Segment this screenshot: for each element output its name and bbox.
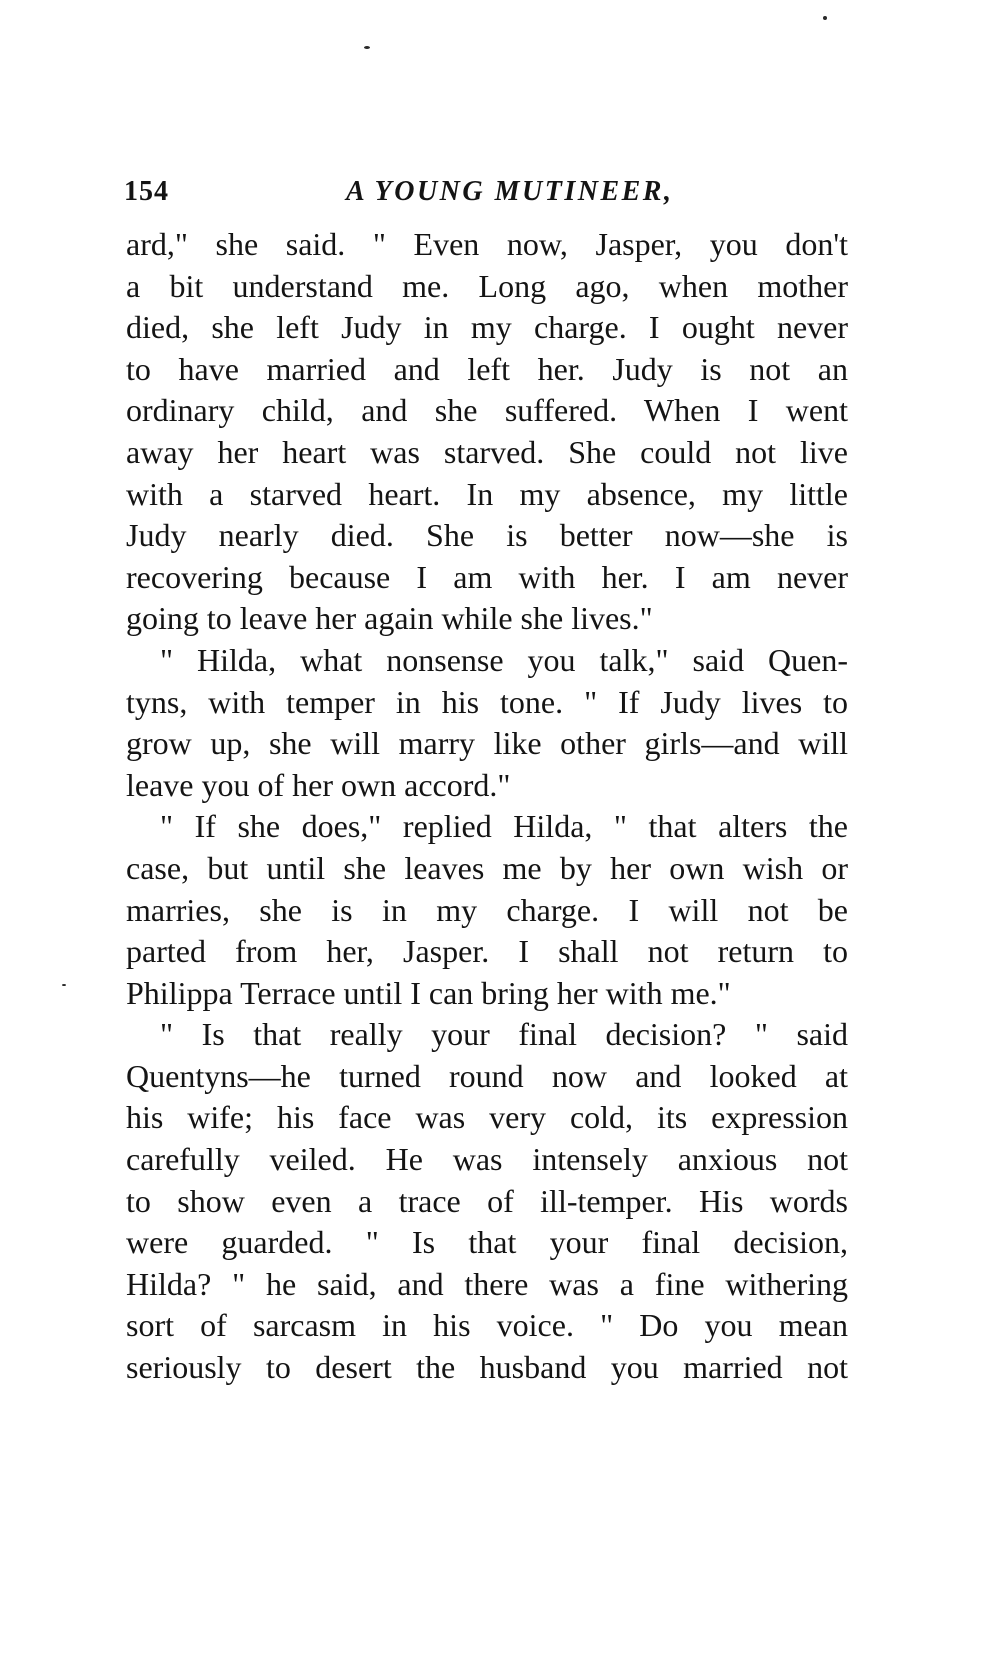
text-line: carefully veiled. He was intensely anxious not — [126, 1141, 848, 1178]
text-line: ard," she said. " Even now, Jasper, you don't — [126, 226, 848, 262]
text-line: leave you of her own accord." — [126, 766, 511, 803]
text-line: Philippa Terrace until I can bring her with me." — [126, 974, 731, 1011]
text-line: going to leave her again while she lives." — [126, 600, 653, 637]
text-line: died, she left Judy in my charge. I ought never — [126, 309, 848, 346]
page-header — [124, 172, 864, 212]
text-line: recovering because I am with her. I am never — [126, 558, 848, 595]
text-line: Judy nearly died. She is better now—she is — [126, 517, 848, 554]
text-line: with a starved heart. In my absence, my little — [126, 475, 848, 512]
running-title: A YOUNG MUTINEER, — [346, 176, 674, 207]
text-line: a bit understand me. Long ago, when mother — [126, 267, 848, 304]
text-line: Hilda? " he said, and there was a fine withering — [126, 1265, 848, 1302]
print-speck — [823, 16, 827, 20]
text-line: ordinary child, and she suffered. When I went — [126, 392, 848, 429]
text-line: grow up, she will marry like other girls—and will — [126, 725, 848, 762]
text-line: away her heart was starved. She could not live — [126, 433, 848, 470]
text-line: sort of sarcasm in his voice. " Do you mean — [126, 1307, 848, 1344]
text-line: parted from her, Jasper. I shall not return to — [126, 933, 848, 970]
text-line: " Hilda, what nonsense you talk," said Quen- — [160, 641, 848, 678]
text-line: case, but until she leaves me by her own wish or — [126, 849, 848, 886]
text-line: to show even a trace of ill-temper. His words — [126, 1182, 848, 1219]
page-number: 154 — [124, 176, 169, 207]
text-line: his wife; his face was very cold, its expression — [126, 1099, 848, 1136]
text-line: marries, she is in my charge. I will not be — [126, 891, 848, 928]
text-line: " Is that really your final decision? " said — [160, 1016, 848, 1053]
text-line: seriously to desert the husband you married not — [126, 1349, 848, 1386]
print-speck — [62, 984, 66, 986]
text-line: Quentyns—he turned round now and looked at — [126, 1057, 848, 1094]
text-line: to have married and left her. Judy is not an — [126, 350, 848, 387]
print-speck — [364, 46, 370, 49]
body-text — [126, 224, 848, 1389]
text-line: were guarded. " Is that your final decision, — [126, 1224, 848, 1261]
text-line: " If she does," replied Hilda, " that alters the — [160, 808, 848, 845]
text-line: tyns, with temper in his tone. " If Judy lives to — [126, 683, 848, 720]
